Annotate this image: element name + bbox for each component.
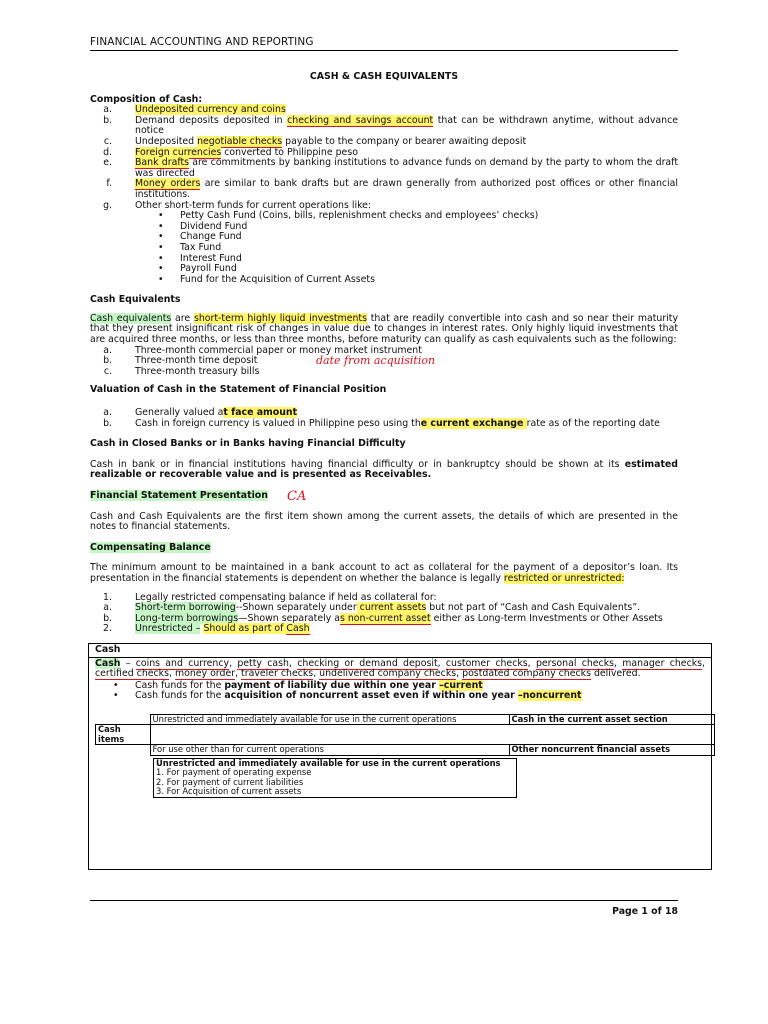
closed-banks-heading: Cash in Closed Banks or in Banks having Financial Difficulty [90,438,406,450]
list-item: g. Other short-term funds for current operations like: [90,201,678,212]
table-cell [509,725,715,745]
highlight: Cash equivalents [90,312,172,324]
cash-equivalents-paragraph [90,314,678,346]
highlight: e current exchange [420,417,527,429]
list-item: c. Three-month treasury bills [90,367,678,378]
list-item: • Interest Fund [158,254,678,265]
highlight: Cash [95,657,121,669]
cash-items-line: Cash – coins and currency, petty cash, checking or demand deposit, customer checks, personal checks, manager checks, certified checks, money order, traveler checks, undelivered company checks, postdated company checks delivered. [95,657,706,680]
list-item: b. Demand deposits deposited in checking and savings account that can be withdrawn anytime, without advance notice [103,114,678,137]
page-number: Page 1 of 18 [612,906,678,917]
highlight: Short-term borrowing [135,602,236,614]
list-item: • Dividend Fund [158,222,678,233]
list-item: • Petty Cash Fund (Coins, bills, replenishment checks and employees’ checks) [158,211,678,222]
list-item: b. Cash in foreign currency is valued in Philippine peso using the current exchange rate as of the reporting date [103,417,660,429]
table-cell: Cash in the current asset section [509,714,715,725]
highlight: Foreign currencies [135,146,222,158]
table-cell [96,745,151,756]
table-row [154,787,517,797]
list-item: a. Three-month commercial paper or money market instrument [90,346,678,357]
highlight: Cash [286,623,310,635]
text: --Shown separately under [235,602,357,614]
highlight: –noncurrent [518,690,582,702]
list-item: a. Undeposited currency and coins [103,104,286,116]
list-item [113,691,711,702]
current-uses-table [153,758,517,798]
text: Cash in foreign currency is valued in Philippine peso using th [135,417,421,429]
cash-summary-box [88,643,712,870]
text: Cash funds for the [135,679,225,691]
text: either as Long-term Investments or Other Assets [430,612,663,624]
text: Cash funds for the [135,690,225,702]
text: – [120,657,136,669]
list-item: b. Three-month time deposit [90,356,678,367]
list-item: a. Generally valued at face amount [103,407,298,419]
box-bullets [113,681,711,702]
fsp-heading: Financial Statement Presentation [90,490,268,501]
table-cell [96,714,151,725]
table-cell [150,725,509,745]
table-cell: Cash items [96,725,151,745]
header-rule [90,50,678,51]
cash-item: money order [174,668,236,680]
comp-paragraph [90,563,678,584]
cash-item: postdated company checks [462,668,591,680]
table-cell: For use other than for current operations [150,745,509,756]
box-title: Cash [89,644,711,658]
text: Three-month time deposit [135,355,258,367]
text: are similar to bank drafts but are drawn generally from authorized post offices or other financial institutions. [135,178,679,200]
list-item: 1. Legally restricted compensating balance if held as collateral for: [90,593,678,604]
handwritten-note: CA [287,489,307,504]
highlight: current assets [356,602,427,614]
cash-item: personal checks [535,657,615,669]
list-item: 2. Unrestricted – Should as part of Cash [103,623,310,635]
text: delivered. [593,668,641,680]
cash-item: coins and currency [135,657,230,669]
table-cell: 1. For payment of operating expense [154,768,517,778]
highlight: Bank drafts [135,157,190,169]
composition-list [90,105,678,211]
composition-heading: Composition of Cash: [90,93,203,105]
cash-items-table [95,714,715,756]
text: estimated realizable or recoverable value and is presented as Receivables. [90,458,678,481]
text: Undeposited [135,135,198,147]
list-item: • Payroll Fund [158,264,678,275]
document-title: CASH & CASH EQUIVALENTS [309,71,459,82]
closed-banks-paragraph [90,460,678,481]
text: Three-month commercial paper or money market instrument [135,344,422,356]
cash-equivalents-heading: Cash Equivalents [90,294,181,306]
highlight: Should as part of [203,623,287,635]
table-cell: 3. For Acquisition of current assets [154,787,517,797]
footer-rule [90,900,678,901]
list-item: c. Undeposited negotiable checks payable to the company or bearer awaiting deposit [103,135,527,147]
list-item: • Tax Fund [158,243,678,254]
table-row [96,745,715,756]
list-item: b. Long-term borrowings—Shown separately as non-current asset either as Long-term Investments or Other Assets [103,612,663,624]
text: Demand deposits deposited in [135,114,288,126]
comp-heading-row [90,543,678,554]
text: Three-month treasury bills [135,365,260,377]
text: acquisition of noncurrent asset even if within one year [224,690,519,702]
fsp-paragraph: Cash and Cash Equivalents are the first item shown among the current assets, the details of which are presented in the notes to financial statements. [90,510,678,533]
highlight: short-term highly liquid investments [193,312,367,324]
cash-item: manager checks [622,657,703,669]
text: Other short-term funds for current operations like: [135,199,372,211]
text: Cash in bank or in financial institutions having financial difficulty or in bankruptcy should be shown at its [90,458,625,470]
text: that can be withdrawn anytime, without advance notice [135,114,678,137]
funds-bullet-list [158,211,678,285]
text: are commitments by banking institutions to advance funds on demand by the party to whom the draft was directed [135,157,678,179]
text: Legally restricted compensating balance if held as collateral for: [135,591,437,603]
cash-item: certified checks [95,668,169,680]
table-cell: 2. For payment of current liabilities [154,778,517,788]
highlight: –current [439,679,483,691]
running-header: FINANCIAL ACCOUNTING AND REPORTING [90,36,314,48]
text: that are readily convertible into cash and so near their maturity that they present insignificant risk of changes in value due to changes in interest rates. Only highly liquid investments that are acquired three months, or less than three months, before maturity can qualify as cash equivalents such as the following: [90,312,679,346]
highlight: negotiable checks [197,135,283,147]
table-row [96,725,715,745]
text: payment of liability due within one year [224,679,440,691]
list-item: • Fund for the Acquisition of Current Assets [158,275,678,286]
cash-item: petty cash [237,657,289,669]
text: rate as of the reporting date [526,417,660,429]
highlight: Unrestricted – [135,623,201,635]
text: The minimum amount to be maintained in a bank account to act as collateral for the payment of a depositor’s loan. Its presentation in the financial statements is dependent on whether the balance is legally [90,562,678,584]
cash-item: checking or demand deposit [297,657,438,669]
highlight: Money orders [135,178,201,190]
comp-heading: Compensating Balance [90,541,211,553]
text: payable to the company or bearer awaiting deposit [282,135,527,147]
text: converted to Philippine peso [221,146,358,158]
highlight: restricted or unrestricted: [503,572,625,584]
fsp-heading-row [90,491,678,502]
list-item: e. Bank drafts are commitments by banking institutions to advance funds on demand by the party to whom the draft was directed [103,157,678,179]
highlight: checking and savings account [287,114,434,126]
highlight: s non-current asset [340,612,431,624]
highlight: t face amount [223,407,298,419]
valuation-list [90,408,678,429]
text: —Shown separately a [238,612,340,624]
page-body [90,71,706,870]
list-item: d. Foreign currencies converted to Philippine peso [103,146,358,158]
list-item: f. Money orders are similar to bank drafts but are drawn generally from authorized post offices or other financial institutions. [106,178,679,200]
comp-list [90,593,678,635]
highlight: Long-term borrowings [135,612,239,624]
table-cell: Other noncurrent financial assets [509,745,715,756]
list-item: a. Short-term borrowing--Shown separately under current assets but not part of “Cash and Cash Equivalents”. [103,602,641,614]
text: Generally valued a [135,407,224,419]
text: but not part of “Cash and Cash Equivalents”. [426,602,641,614]
text: are [171,312,194,324]
table-cell: Unrestricted and immediately available for use in the current operations [154,758,517,768]
cash-item: customer checks [445,657,528,669]
highlight: Undeposited currency and coins [135,104,286,116]
list-item: • Change Fund [158,232,678,243]
table-cell: Unrestricted and immediately available for use in the current operations [150,714,509,725]
valuation-heading: Valuation of Cash in the Statement of Financial Position [90,384,387,396]
cash-item: undelivered company checks [319,668,457,680]
cash-item: traveler checks [241,668,314,680]
handwritten-note: date from acquisition [316,354,436,367]
table-row [96,714,715,725]
